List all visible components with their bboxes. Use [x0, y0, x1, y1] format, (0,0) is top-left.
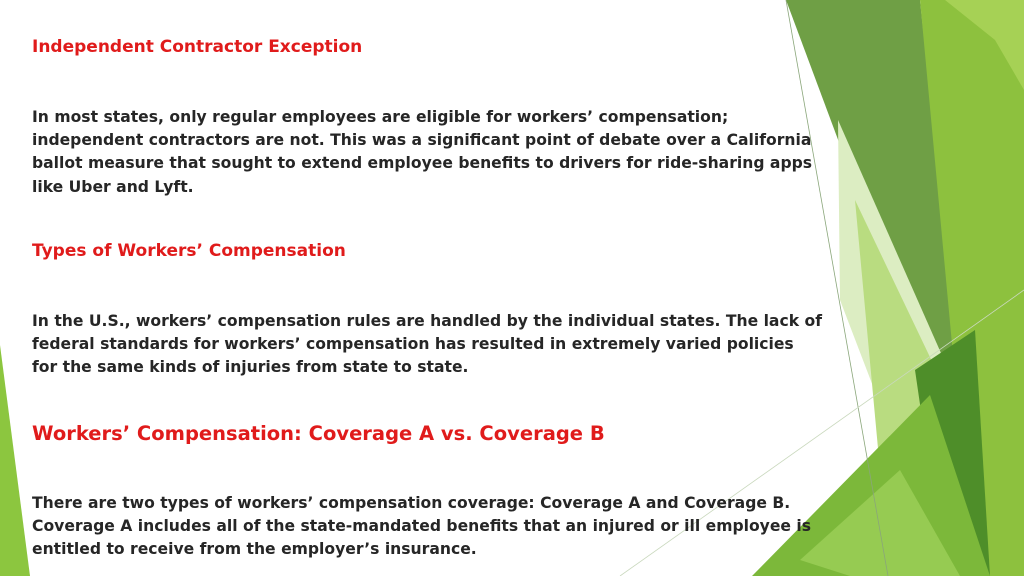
- section-heading-types: Types of Workers’ Compensation: [32, 241, 346, 261]
- section-heading-coverage: Workers’ Compensation: Coverage A vs. Coverage B: [32, 422, 605, 445]
- section-heading-independent-contractor: Independent Contractor Exception: [32, 37, 363, 57]
- section-body-types: In the U.S., workers’ compensation rules are handled by the individual states. The lack of federal standards for workers’ compensation has resulted in extremely varied policies for the same kinds of injuries from state to state.: [32, 312, 822, 377]
- facet-light-left: [0, 345, 30, 576]
- section-body-coverage: There are two types of workers’ compensation coverage: Coverage A and Coverage B. Coverage A includes all of the state-mandated benefits that an injured or ill employee is entitled to receive from the employer’s insurance.: [32, 494, 812, 559]
- section-body-independent-contractor: In most states, only regular employees are eligible for workers’ compensation; independent contractors are not. This was a significant point of debate over a California ballot measure that sought to extend employee benefits to drivers for ride-sharing apps like Uber and Lyft.: [32, 108, 813, 196]
